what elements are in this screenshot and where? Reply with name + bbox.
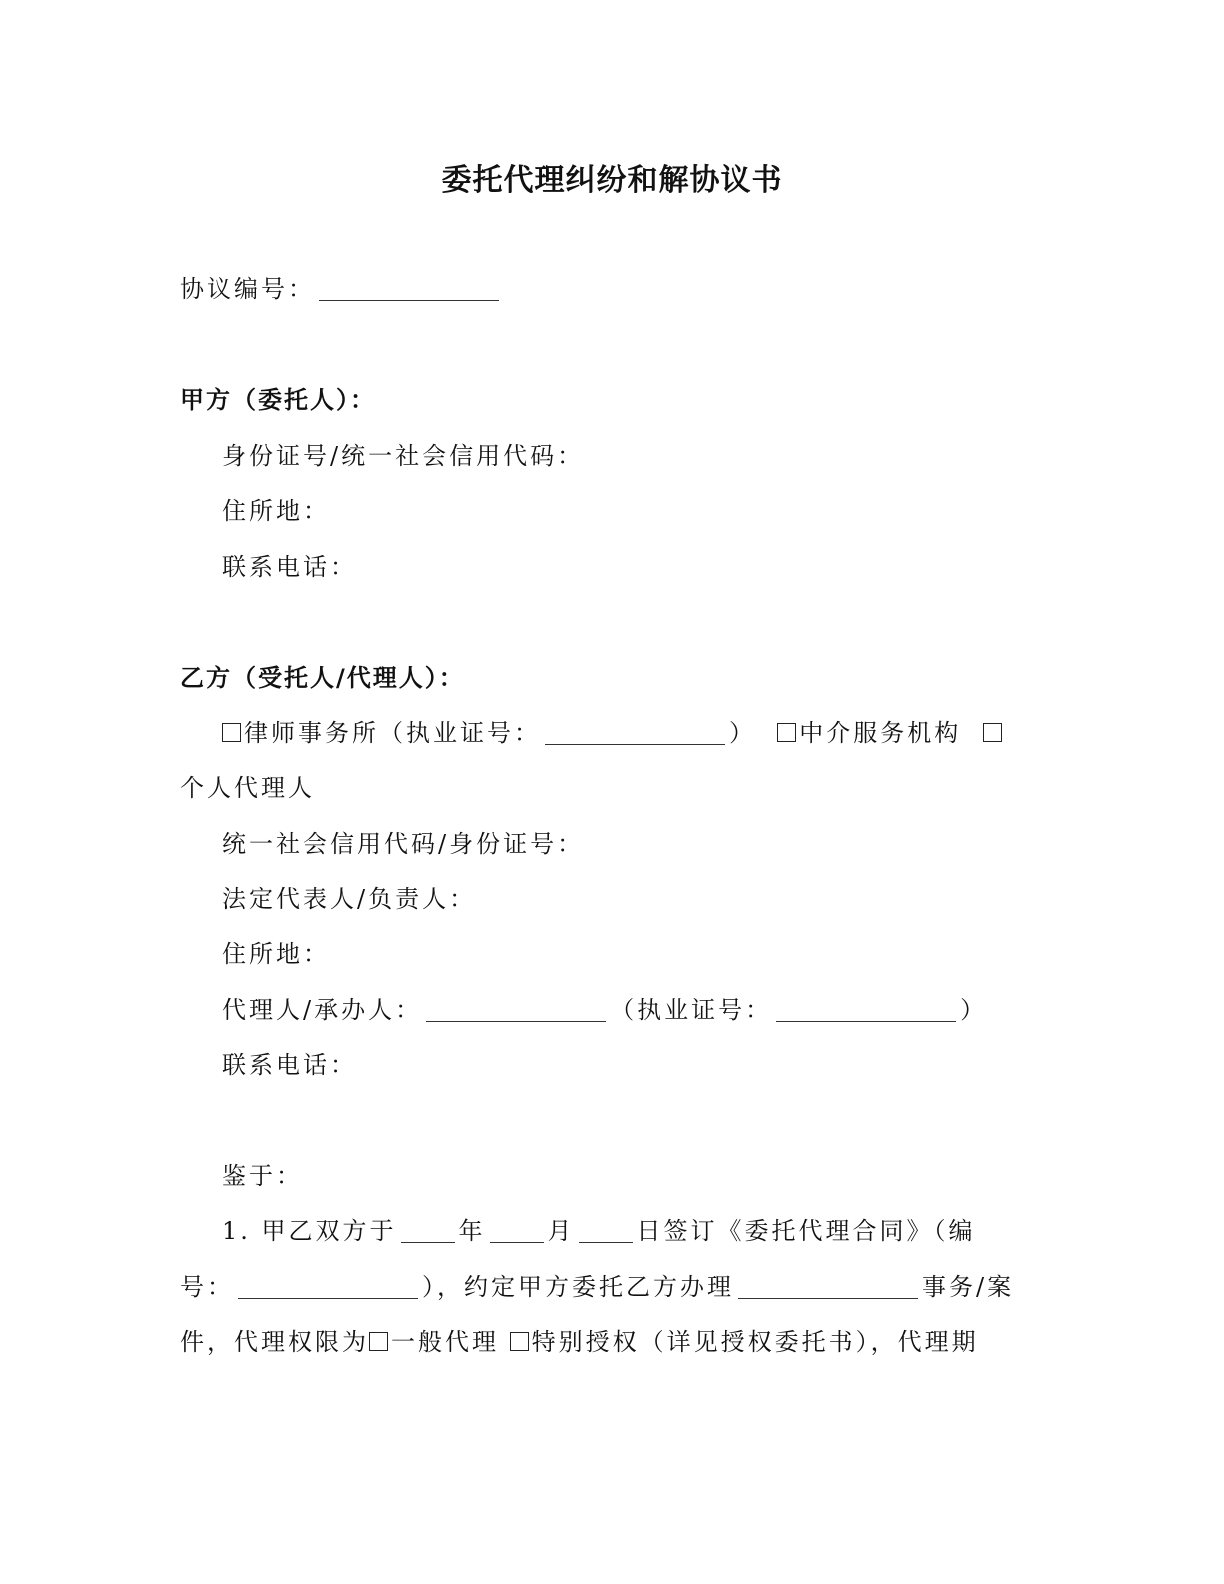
contract-no-label: 号： (180, 1273, 234, 1301)
agent-license-blank[interactable] (776, 997, 956, 1022)
party-b-type-row (222, 716, 1005, 750)
law-firm-close: ） (729, 719, 756, 747)
general-agency-label: 一般代理 (391, 1328, 510, 1356)
special-authorization-checkbox[interactable] (510, 1332, 529, 1351)
agreement-number-blank[interactable] (319, 276, 499, 301)
year-label: 年 (458, 1217, 486, 1245)
agent-name-blank[interactable] (426, 997, 606, 1022)
month-blank[interactable] (490, 1218, 544, 1243)
agency-label: 中介服务机构 (799, 719, 962, 747)
party-b-legal-rep-label: 法定代表人/负责人： (222, 885, 477, 913)
party-a-address-label: 住所地： (222, 497, 330, 525)
matter-suffix: 事务/案 (922, 1273, 1015, 1301)
year-blank[interactable] (401, 1218, 455, 1243)
agreement-number-row (180, 272, 503, 306)
party-b-address-label: 住所地： (222, 940, 330, 968)
month-label: 月 (547, 1217, 575, 1245)
individual-agent-label: 个人代理人 (180, 774, 315, 802)
contract-no-blank[interactable] (238, 1274, 418, 1299)
agreement-number-label: 协议编号： (180, 275, 315, 303)
party-b-agent-row (222, 993, 987, 1027)
agent-label: 代理人/承办人： (222, 996, 423, 1024)
whereas-item1-line1 (222, 1214, 976, 1248)
agency-checkbox[interactable] (777, 723, 796, 742)
law-firm-label: 律师事务所（执业证号： (244, 719, 541, 747)
whereas-item1-line3 (180, 1325, 979, 1359)
authority-label: 件，代理权限为 (180, 1328, 369, 1356)
special-authorization-label: 特别授权（详见授权委托书），代理期 (531, 1328, 979, 1356)
day-blank[interactable] (579, 1218, 633, 1243)
day-and-contract-text: 日签订《委托代理合同》（编 (636, 1217, 976, 1245)
party-a-phone-label: 联系电话： (222, 553, 357, 581)
party-a-heading: 甲方（委托人）： (180, 386, 376, 414)
law-firm-checkbox[interactable] (222, 723, 241, 742)
general-agency-checkbox[interactable] (369, 1332, 388, 1351)
law-firm-license-blank[interactable] (545, 720, 725, 745)
document-title: 委托代理纠纷和解协议书 (441, 163, 783, 198)
party-b-heading: 乙方（受托人/代理人）： (180, 664, 465, 692)
matter-blank[interactable] (738, 1274, 918, 1299)
whereas-item1-line2 (180, 1270, 1014, 1304)
whereas-heading: 鉴于： (222, 1162, 303, 1190)
agent-license-close: ） (960, 996, 988, 1024)
individual-checkbox[interactable] (983, 723, 1002, 742)
item1-intro: 1. 甲乙双方于 (222, 1217, 397, 1245)
entrust-text: ），约定甲方委托乙方办理 (422, 1273, 734, 1301)
party-b-phone-label: 联系电话： (222, 1051, 357, 1079)
party-a-id-label: 身份证号/统一社会信用代码： (222, 442, 585, 470)
party-b-credit-code-label: 统一社会信用代码/身份证号： (222, 830, 585, 858)
agent-license-label: （执业证号： (610, 996, 773, 1024)
